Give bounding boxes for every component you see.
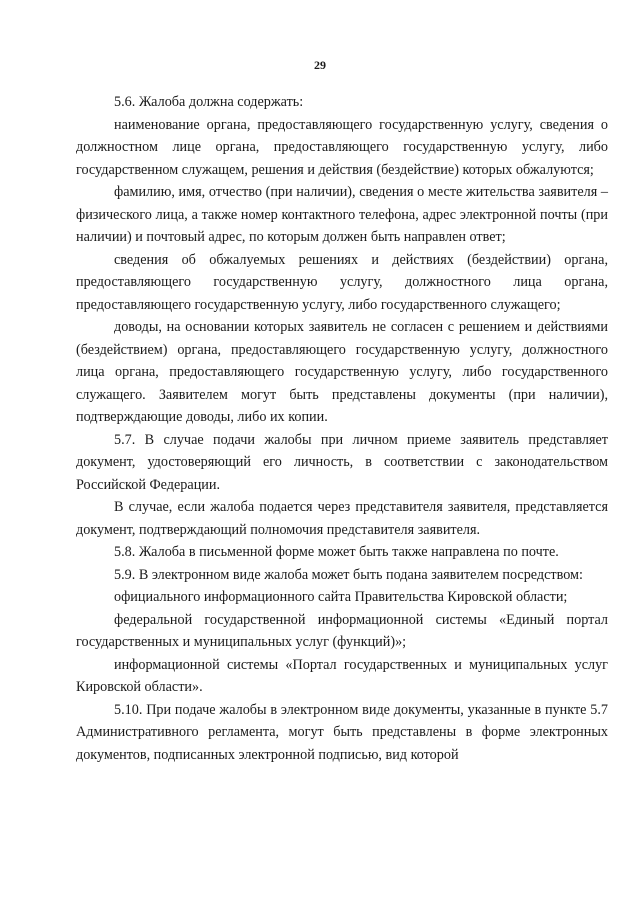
paragraph-authority-name: наименование органа, предоставляющего государственную услугу, сведения о должностном лице органа, предоставляющего государственную услугу, либо государственном служащем, решения и действия (бездействие) которых обжалуются; [76, 116, 608, 178]
paragraph-5-10: 5.10. При подаче жалобы в электронном виде документы, указанные в пункте 5.7 Административного регламента, могут быть представлены в форме электронных документов, подписанных электронной подписью, вид которой [76, 701, 608, 763]
paragraph-5-6-heading: 5.6. Жалоба должна содержать: [114, 94, 304, 110]
page-number: 29 [314, 58, 326, 72]
document-body [76, 91, 608, 766]
paragraph-regional-portal: информационной системы «Портал государственных и муниципальных услуг Кировской области». [76, 656, 608, 695]
paragraph-5-8: 5.8. Жалоба в письменной форме может быть также направлена по почте. [114, 544, 559, 560]
paragraph-representative: В случае, если жалоба подается через представителя заявителя, представляется документ, подтверждающий полномочия представителя заявителя. [76, 499, 608, 538]
paragraph-arguments: доводы, на основании которых заявитель не согласен с решением и действиями (бездействием) органа, предоставляющего государственную услугу, должностного лица органа, предоставляющего государственную услугу, либо государственного служащего. Заявителем могут быть представлены документы (при наличии), подтверждающие доводы, либо их копии. [76, 319, 608, 425]
paragraph-5-9: 5.9. В электронном виде жалоба может быть подана заявителем посредством: [114, 566, 583, 583]
paragraph-applicant-details: фамилию, имя, отчество (при наличии), сведения о месте жительства заявителя – физического лица, а также номер контактного телефона, адрес электронной почты (при наличии) и почтовый адрес, по которым должен быть направлен ответ; [76, 184, 608, 245]
paragraph-federal-portal: федеральной государственной информационной системы «Единый портал государственных и муниципальных услуг (функций)»; [76, 611, 608, 650]
paragraph-official-site: официального информационного сайта Правительства Кировской области; [114, 589, 568, 605]
paragraph-appealed-decisions: сведения об обжалуемых решениях и действиях (бездействии) органа, предоставляющего государственную услугу, должностного лица органа, предоставляющего государственную услугу, либо государственного служащего; [76, 251, 608, 313]
paragraph-5-7: 5.7. В случае подачи жалобы при личном приеме заявитель представляет документ, удостоверяющий его личность, в соответствии с законодательством Российской Федерации. [76, 431, 608, 493]
